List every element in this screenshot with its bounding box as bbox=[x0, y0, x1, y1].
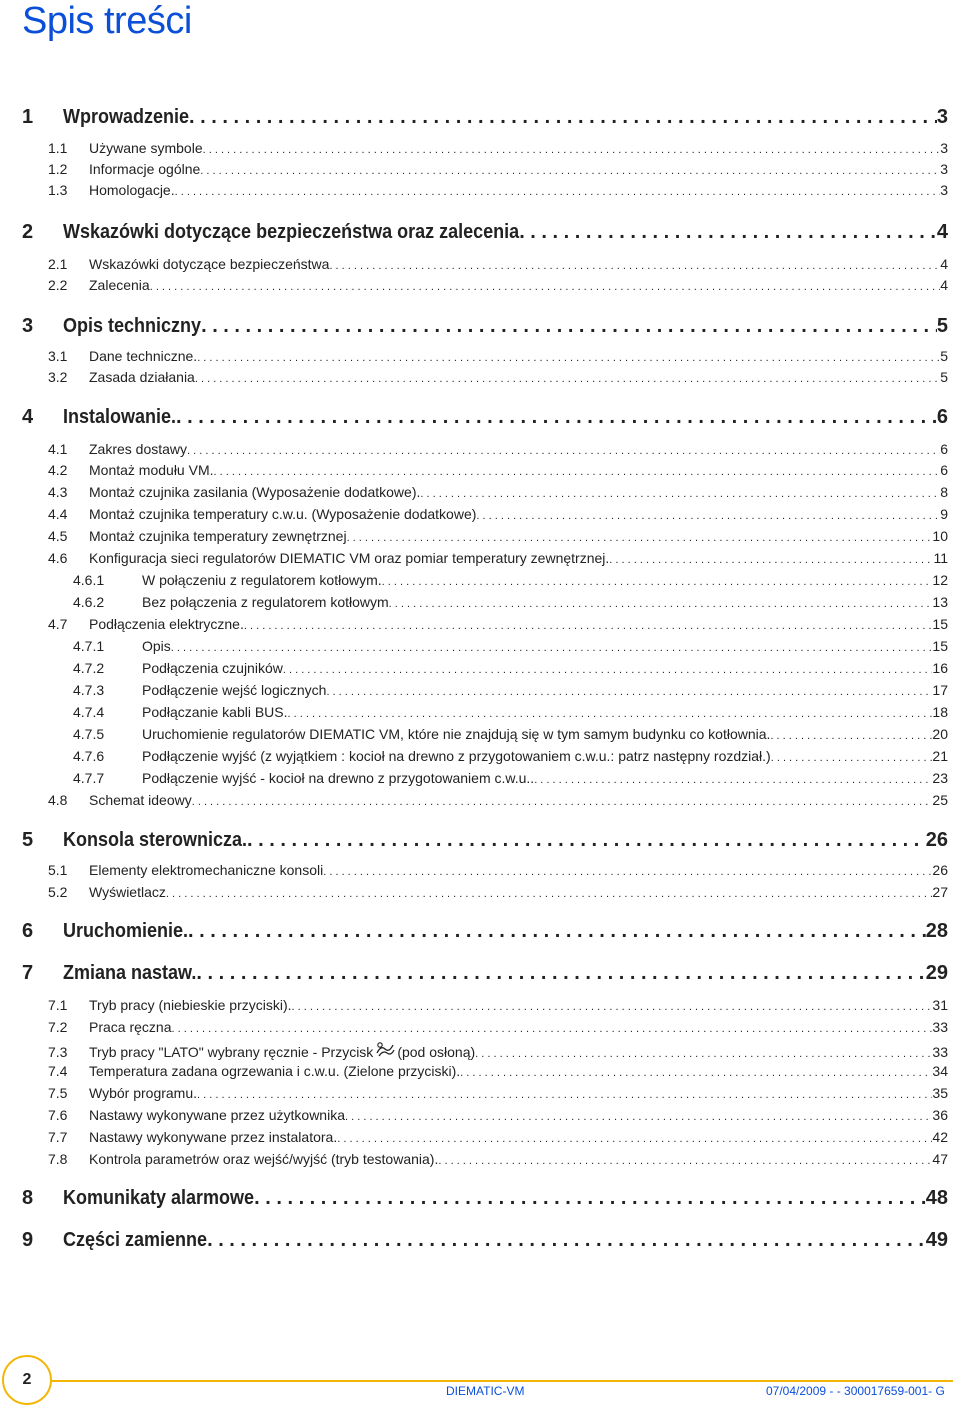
toc-entry-page: 3 bbox=[940, 161, 948, 177]
toc-entry-page: 34 bbox=[932, 1063, 948, 1079]
toc-leader-dots bbox=[292, 1001, 933, 1013]
toc-entry-title: Homologacje. bbox=[89, 182, 175, 198]
toc-entry-page: 3 bbox=[940, 140, 948, 156]
toc-entry-number: 2 bbox=[22, 221, 34, 243]
toc-entry-title: Dane techniczne. bbox=[89, 348, 198, 364]
page-number: 2 bbox=[22, 1371, 32, 1388]
toc-entry-number: 4.3 bbox=[48, 484, 68, 500]
toc-entry-page: 10 bbox=[932, 528, 948, 544]
toc-entry-number: 8 bbox=[22, 1187, 34, 1209]
toc-entry-number: 4.7.4 bbox=[73, 704, 105, 720]
toc-entry-number: 4.7.7 bbox=[73, 770, 105, 786]
toc-entry-title: Podłączanie kabli BUS. bbox=[142, 704, 288, 720]
toc-leader-dots bbox=[337, 1133, 932, 1145]
toc-entry-page: 11 bbox=[933, 550, 948, 566]
toc-leader-dots bbox=[166, 888, 933, 900]
toc-entry-title: Montaż czujnika temperatury zewnętrznej bbox=[89, 528, 347, 544]
toc-leader-dots bbox=[438, 1155, 932, 1167]
toc-entry-title: Tryb pracy "LATO" wybrany ręcznie - Przycisk bbox=[89, 1044, 374, 1060]
toc-entry[interactable] bbox=[48, 506, 948, 522]
toc-entry-title: Wprowadzenie bbox=[63, 106, 190, 128]
toc-entry-title: Opis bbox=[142, 638, 171, 654]
toc-entry-title: Opis techniczny bbox=[63, 315, 202, 337]
toc-entry[interactable] bbox=[22, 315, 948, 338]
toc-leader-dots bbox=[345, 1111, 932, 1123]
toc-entry[interactable] bbox=[48, 884, 948, 900]
toc-entry[interactable] bbox=[48, 616, 948, 632]
toc-entry-page: 31 bbox=[932, 997, 948, 1013]
footer-doc-ref: 07/04/2009 - - 300017659-001- G bbox=[766, 1384, 945, 1398]
toc-entry-title: Temperatura zadana ogrzewania i c.w.u. (Zielone przyciski). bbox=[89, 1063, 461, 1079]
toc-entry-title: W połączeniu z regulatorem kotłowym. bbox=[142, 572, 382, 588]
toc-leader-dots bbox=[382, 576, 933, 588]
toc-entry[interactable] bbox=[73, 770, 948, 786]
toc-entry[interactable] bbox=[73, 594, 948, 610]
toc-entry-page: 15 bbox=[932, 638, 948, 654]
toc-entry-page: 28 bbox=[925, 920, 948, 942]
toc-entry-number: 1.2 bbox=[48, 161, 68, 177]
toc-entry-page: 48 bbox=[925, 1187, 948, 1209]
toc-leader-dots bbox=[323, 866, 932, 878]
toc-entry-number: 1.3 bbox=[48, 182, 68, 198]
toc-entry-title: Montaż czujnika zasilania (Wyposażenie dodatkowe). bbox=[89, 484, 421, 500]
toc-entry[interactable] bbox=[48, 484, 948, 500]
toc-leader-dots bbox=[609, 554, 933, 566]
toc-entry[interactable] bbox=[48, 550, 948, 566]
toc-leader-dots bbox=[288, 708, 933, 720]
toc-entry-number: 7.5 bbox=[48, 1085, 68, 1101]
toc-leader-dots bbox=[244, 620, 933, 632]
toc-leader-dots bbox=[175, 186, 941, 198]
toc-entry[interactable] bbox=[48, 441, 948, 457]
toc-entry[interactable] bbox=[48, 1041, 948, 1060]
toc-entry-number: 3.2 bbox=[48, 369, 68, 385]
toc-entry-title: Wskazówki dotyczące bezpieczeństwa bbox=[89, 256, 330, 272]
toc-entry-title: Podłączenia elektryczne. bbox=[89, 616, 244, 632]
toc-entry[interactable] bbox=[22, 1187, 948, 1210]
toc-entry-page: 13 bbox=[932, 594, 948, 610]
toc-entry-number: 4.7.2 bbox=[73, 660, 105, 676]
toc-entry-title: Tryb pracy (niebieskie przyciski). bbox=[89, 997, 292, 1013]
toc-entry-page: 5 bbox=[940, 348, 948, 364]
toc-entry[interactable] bbox=[48, 1085, 948, 1101]
toc-entry[interactable] bbox=[22, 1229, 948, 1252]
toc-entry[interactable] bbox=[48, 161, 948, 177]
toc-entry-page: 3 bbox=[940, 182, 948, 198]
toc-entry-title: Uruchomienie regulatorów DIEMATIC VM, które nie znajdują się w tym samym budynku co kotłownia. bbox=[142, 726, 771, 742]
toc-leader-dots bbox=[329, 260, 940, 272]
toc-entry[interactable] bbox=[48, 528, 948, 544]
toc-entry-number: 4.6.1 bbox=[73, 572, 105, 588]
toc-entry-page: 6 bbox=[940, 441, 948, 457]
toc-entry-title: Elementy elektromechaniczne konsoli bbox=[89, 862, 324, 878]
toc-entry-title: Używane symbole bbox=[89, 140, 203, 156]
footer-divider bbox=[50, 1380, 953, 1382]
toc-entry-number: 5 bbox=[22, 829, 34, 851]
toc-entry-page: 5 bbox=[936, 315, 948, 337]
toc-entry-title: Podłączenie wyjść (z wyjątkiem : kocioł na drewno z przygotowaniem c.w.u.: patrz następny rozdział.) bbox=[142, 748, 771, 764]
toc-entry[interactable] bbox=[73, 638, 948, 654]
toc-entry-title: Instalowanie. bbox=[63, 406, 177, 428]
toc-entry-number: 5.1 bbox=[48, 862, 68, 878]
toc-leader-dots bbox=[770, 730, 932, 742]
toc-entry-number: 1 bbox=[22, 106, 34, 128]
toc-entry[interactable] bbox=[73, 704, 948, 720]
toc-leader-dots bbox=[247, 829, 926, 852]
toc-entry[interactable] bbox=[48, 277, 948, 293]
toc-entry-number: 3 bbox=[22, 315, 34, 337]
page-title: Spis treści bbox=[22, 0, 192, 42]
toc-entry[interactable] bbox=[48, 140, 948, 156]
toc-entry-page: 9 bbox=[940, 506, 948, 522]
toc-entry[interactable] bbox=[48, 792, 948, 808]
toc-entry[interactable] bbox=[22, 920, 948, 943]
toc-entry[interactable] bbox=[73, 660, 948, 676]
toc-leader-dots bbox=[187, 445, 940, 457]
toc-entry-page: 33 bbox=[932, 1019, 948, 1035]
toc-leader-dots bbox=[197, 352, 940, 364]
toc-entry-number: 7.4 bbox=[48, 1063, 68, 1079]
toc-entry[interactable] bbox=[48, 1063, 948, 1079]
toc-entry-page: 29 bbox=[925, 962, 948, 984]
toc-leader-dots bbox=[201, 315, 937, 338]
toc-entry[interactable] bbox=[22, 221, 948, 244]
toc-entry[interactable] bbox=[48, 1151, 948, 1167]
toc-entry-number: 6 bbox=[22, 920, 34, 942]
page-number-badge bbox=[2, 1355, 52, 1405]
toc-entry-title: Montaż czujnika temperatury c.w.u. (Wyposażenie dodatkowe) bbox=[89, 506, 477, 522]
toc-entry-number: 4.2 bbox=[48, 462, 68, 478]
toc-leader-dots bbox=[150, 281, 941, 293]
toc-entry-number: 2.1 bbox=[48, 256, 68, 272]
toc-entry-page: 47 bbox=[932, 1151, 948, 1167]
toc-entry-title: Praca ręczna bbox=[89, 1019, 172, 1035]
toc-leader-dots bbox=[189, 106, 937, 129]
toc-entry-number: 7.2 bbox=[48, 1019, 68, 1035]
toc-entry-number: 9 bbox=[22, 1229, 34, 1251]
toc-leader-dots bbox=[460, 1067, 932, 1079]
toc-entry-title: Montaż modułu VM. bbox=[89, 462, 214, 478]
toc-entry-title: Zalecenia bbox=[89, 277, 150, 293]
footer-doc-name: DIEMATIC-VM bbox=[446, 1384, 525, 1398]
toc-leader-dots bbox=[171, 642, 933, 654]
toc-entry[interactable] bbox=[73, 572, 948, 588]
toc-entry-page: 4 bbox=[940, 256, 948, 272]
toc-leader-dots bbox=[171, 1023, 932, 1035]
toc-entry-number: 4.7 bbox=[48, 616, 68, 632]
toc-entry[interactable] bbox=[48, 369, 948, 385]
toc-leader-dots bbox=[254, 1187, 926, 1210]
toc-entry-number: 4.4 bbox=[48, 506, 68, 522]
toc-entry-number: 4 bbox=[22, 406, 34, 428]
toc-entry-title: Wybór programu. bbox=[89, 1085, 198, 1101]
toc-entry-page: 20 bbox=[932, 726, 948, 742]
toc-entry-title: Uruchomienie. bbox=[63, 920, 189, 942]
toc-entry-page: 6 bbox=[936, 406, 948, 428]
toc-entry-title: Informacje ogólne bbox=[89, 161, 201, 177]
toc-entry[interactable] bbox=[22, 406, 948, 429]
toc-entry[interactable] bbox=[22, 962, 948, 985]
toc-entry-number: 4.5 bbox=[48, 528, 68, 544]
toc-leader-dots bbox=[283, 664, 933, 676]
toc-leader-dots bbox=[188, 920, 926, 943]
toc-entry-title: Konsola sterownicza. bbox=[63, 829, 248, 851]
toc-entry-page: 18 bbox=[932, 704, 948, 720]
toc-entry-page: 16 bbox=[932, 660, 948, 676]
toc-entry-title: Konfiguracja sieci regulatorów DIEMATIC VM oraz pomiar temperatury zewnętrznej. bbox=[89, 550, 610, 566]
toc-leader-dots bbox=[200, 165, 940, 177]
toc-entry[interactable] bbox=[48, 1019, 948, 1035]
toc-entry-page: 17 bbox=[932, 682, 948, 698]
toc-entry-number: 7.6 bbox=[48, 1107, 68, 1123]
toc-entry-page: 26 bbox=[932, 862, 948, 878]
toc-entry-number: 4.7.3 bbox=[73, 682, 105, 698]
toc-leader-dots bbox=[519, 221, 937, 244]
toc-entry[interactable] bbox=[48, 256, 948, 272]
toc-entry-title: Kontrola parametrów oraz wejść/wyjść (tryb testowania). bbox=[89, 1151, 439, 1167]
toc-entry-page: 4 bbox=[940, 277, 948, 293]
toc-entry[interactable] bbox=[48, 1129, 948, 1145]
toc-entry-number: 4.8 bbox=[48, 792, 68, 808]
toc-entry-title: Schemat ideowy bbox=[89, 792, 192, 808]
toc-entry-title: Zmiana nastaw. bbox=[63, 962, 197, 984]
toc-leader-dots bbox=[420, 488, 940, 500]
toc-leader-dots bbox=[475, 1048, 932, 1060]
toc-entry-title: Nastawy wykonywane przez użytkownika bbox=[89, 1107, 345, 1123]
toc-entry-title: Nastawy wykonywane przez instalatora. bbox=[89, 1129, 338, 1145]
toc-leader-dots bbox=[326, 686, 932, 698]
toc-entry-number: 4.1 bbox=[48, 441, 68, 457]
toc-leader-dots bbox=[203, 144, 941, 156]
toc-entry-number: 4.7.6 bbox=[73, 748, 105, 764]
toc-entry-page: 25 bbox=[932, 792, 948, 808]
toc-entry-number: 4.7.1 bbox=[73, 638, 105, 654]
toc-entry-number: 7.7 bbox=[48, 1129, 68, 1145]
toc-entry-title: Zasada działania bbox=[89, 369, 195, 385]
toc-entry-number: 3.1 bbox=[48, 348, 68, 364]
toc-leader-dots bbox=[192, 796, 933, 808]
toc-entry-page: 3 bbox=[936, 106, 948, 128]
toc-entry-title-suffix: (pod osłoną) bbox=[397, 1044, 476, 1060]
toc-entry[interactable] bbox=[73, 748, 948, 764]
toc-entry-number: 2.2 bbox=[48, 277, 68, 293]
toc-entry-page: 42 bbox=[932, 1129, 948, 1145]
toc-entry-title: Podłączenie wejść logicznych bbox=[142, 682, 327, 698]
toc-entry-page: 33 bbox=[932, 1044, 948, 1060]
toc-entry-page: 8 bbox=[940, 484, 948, 500]
toc-entry[interactable] bbox=[48, 997, 948, 1013]
toc-entry-page: 35 bbox=[932, 1085, 948, 1101]
toc-entry-number: 7.8 bbox=[48, 1151, 68, 1167]
toc-entry-title: Komunikaty alarmowe bbox=[63, 1187, 255, 1209]
toc-entry[interactable] bbox=[22, 106, 948, 129]
toc-entry-title: Podłączenia czujników bbox=[142, 660, 283, 676]
toc-entry-number: 1.1 bbox=[48, 140, 68, 156]
toc-entry-number: 7.3 bbox=[48, 1044, 68, 1060]
toc-entry-page: 27 bbox=[932, 884, 948, 900]
toc-entry[interactable] bbox=[48, 862, 948, 878]
toc-leader-dots bbox=[207, 1229, 926, 1252]
toc-leader-dots bbox=[195, 373, 940, 385]
toc-entry-page: 36 bbox=[932, 1107, 948, 1123]
toc-entry[interactable] bbox=[48, 182, 948, 198]
toc-entry-number: 4.6.2 bbox=[73, 594, 105, 610]
toc-entry[interactable] bbox=[73, 726, 948, 742]
toc-leader-dots bbox=[476, 510, 940, 522]
toc-entry-page: 21 bbox=[932, 748, 948, 764]
toc-entry-page: 26 bbox=[925, 829, 948, 851]
toc-leader-dots bbox=[771, 752, 933, 764]
toc-entry-title: Bez połączenia z regulatorem kotłowym bbox=[142, 594, 389, 610]
toc-leader-dots bbox=[176, 406, 937, 429]
toc-entry-page: 49 bbox=[925, 1229, 948, 1251]
toc-entry[interactable] bbox=[22, 829, 948, 852]
toc-entry-title: Wyświetlacz bbox=[89, 884, 166, 900]
toc-entry-number: 5.2 bbox=[48, 884, 68, 900]
toc-entry-page: 23 bbox=[932, 770, 948, 786]
toc-entry-title: Części zamienne bbox=[63, 1229, 208, 1251]
toc-entry[interactable] bbox=[73, 682, 948, 698]
toc-leader-dots bbox=[389, 598, 933, 610]
toc-entry-title: Podłączenie wyjść - kocioł na drewno z przygotowaniem c.w.u.. bbox=[142, 770, 535, 786]
toc-leader-dots bbox=[197, 1089, 932, 1101]
toc-leader-dots bbox=[196, 962, 925, 985]
toc-leader-dots bbox=[214, 466, 941, 478]
toc-entry-page: 15 bbox=[932, 616, 948, 632]
toc-entry[interactable] bbox=[48, 1107, 948, 1123]
toc-entry-page: 6 bbox=[940, 462, 948, 478]
toc-entry-page: 4 bbox=[936, 221, 948, 243]
toc-entry-page: 12 bbox=[932, 572, 948, 588]
summer-mode-icon bbox=[375, 1041, 395, 1060]
toc-entry-title: Zakres dostawy bbox=[89, 441, 188, 457]
toc-entry-number: 4.6 bbox=[48, 550, 68, 566]
toc-entry[interactable] bbox=[48, 462, 948, 478]
toc-entry-number: 7.1 bbox=[48, 997, 68, 1013]
toc-entry[interactable] bbox=[48, 348, 948, 364]
toc-entry-page: 5 bbox=[940, 369, 948, 385]
toc-leader-dots bbox=[347, 532, 933, 544]
toc-entry-number: 7 bbox=[22, 962, 34, 984]
toc-leader-dots bbox=[534, 774, 932, 786]
toc-entry-title: Wskazówki dotyczące bezpieczeństwa oraz zalecenia bbox=[63, 221, 520, 243]
toc-entry-number: 4.7.5 bbox=[73, 726, 105, 742]
